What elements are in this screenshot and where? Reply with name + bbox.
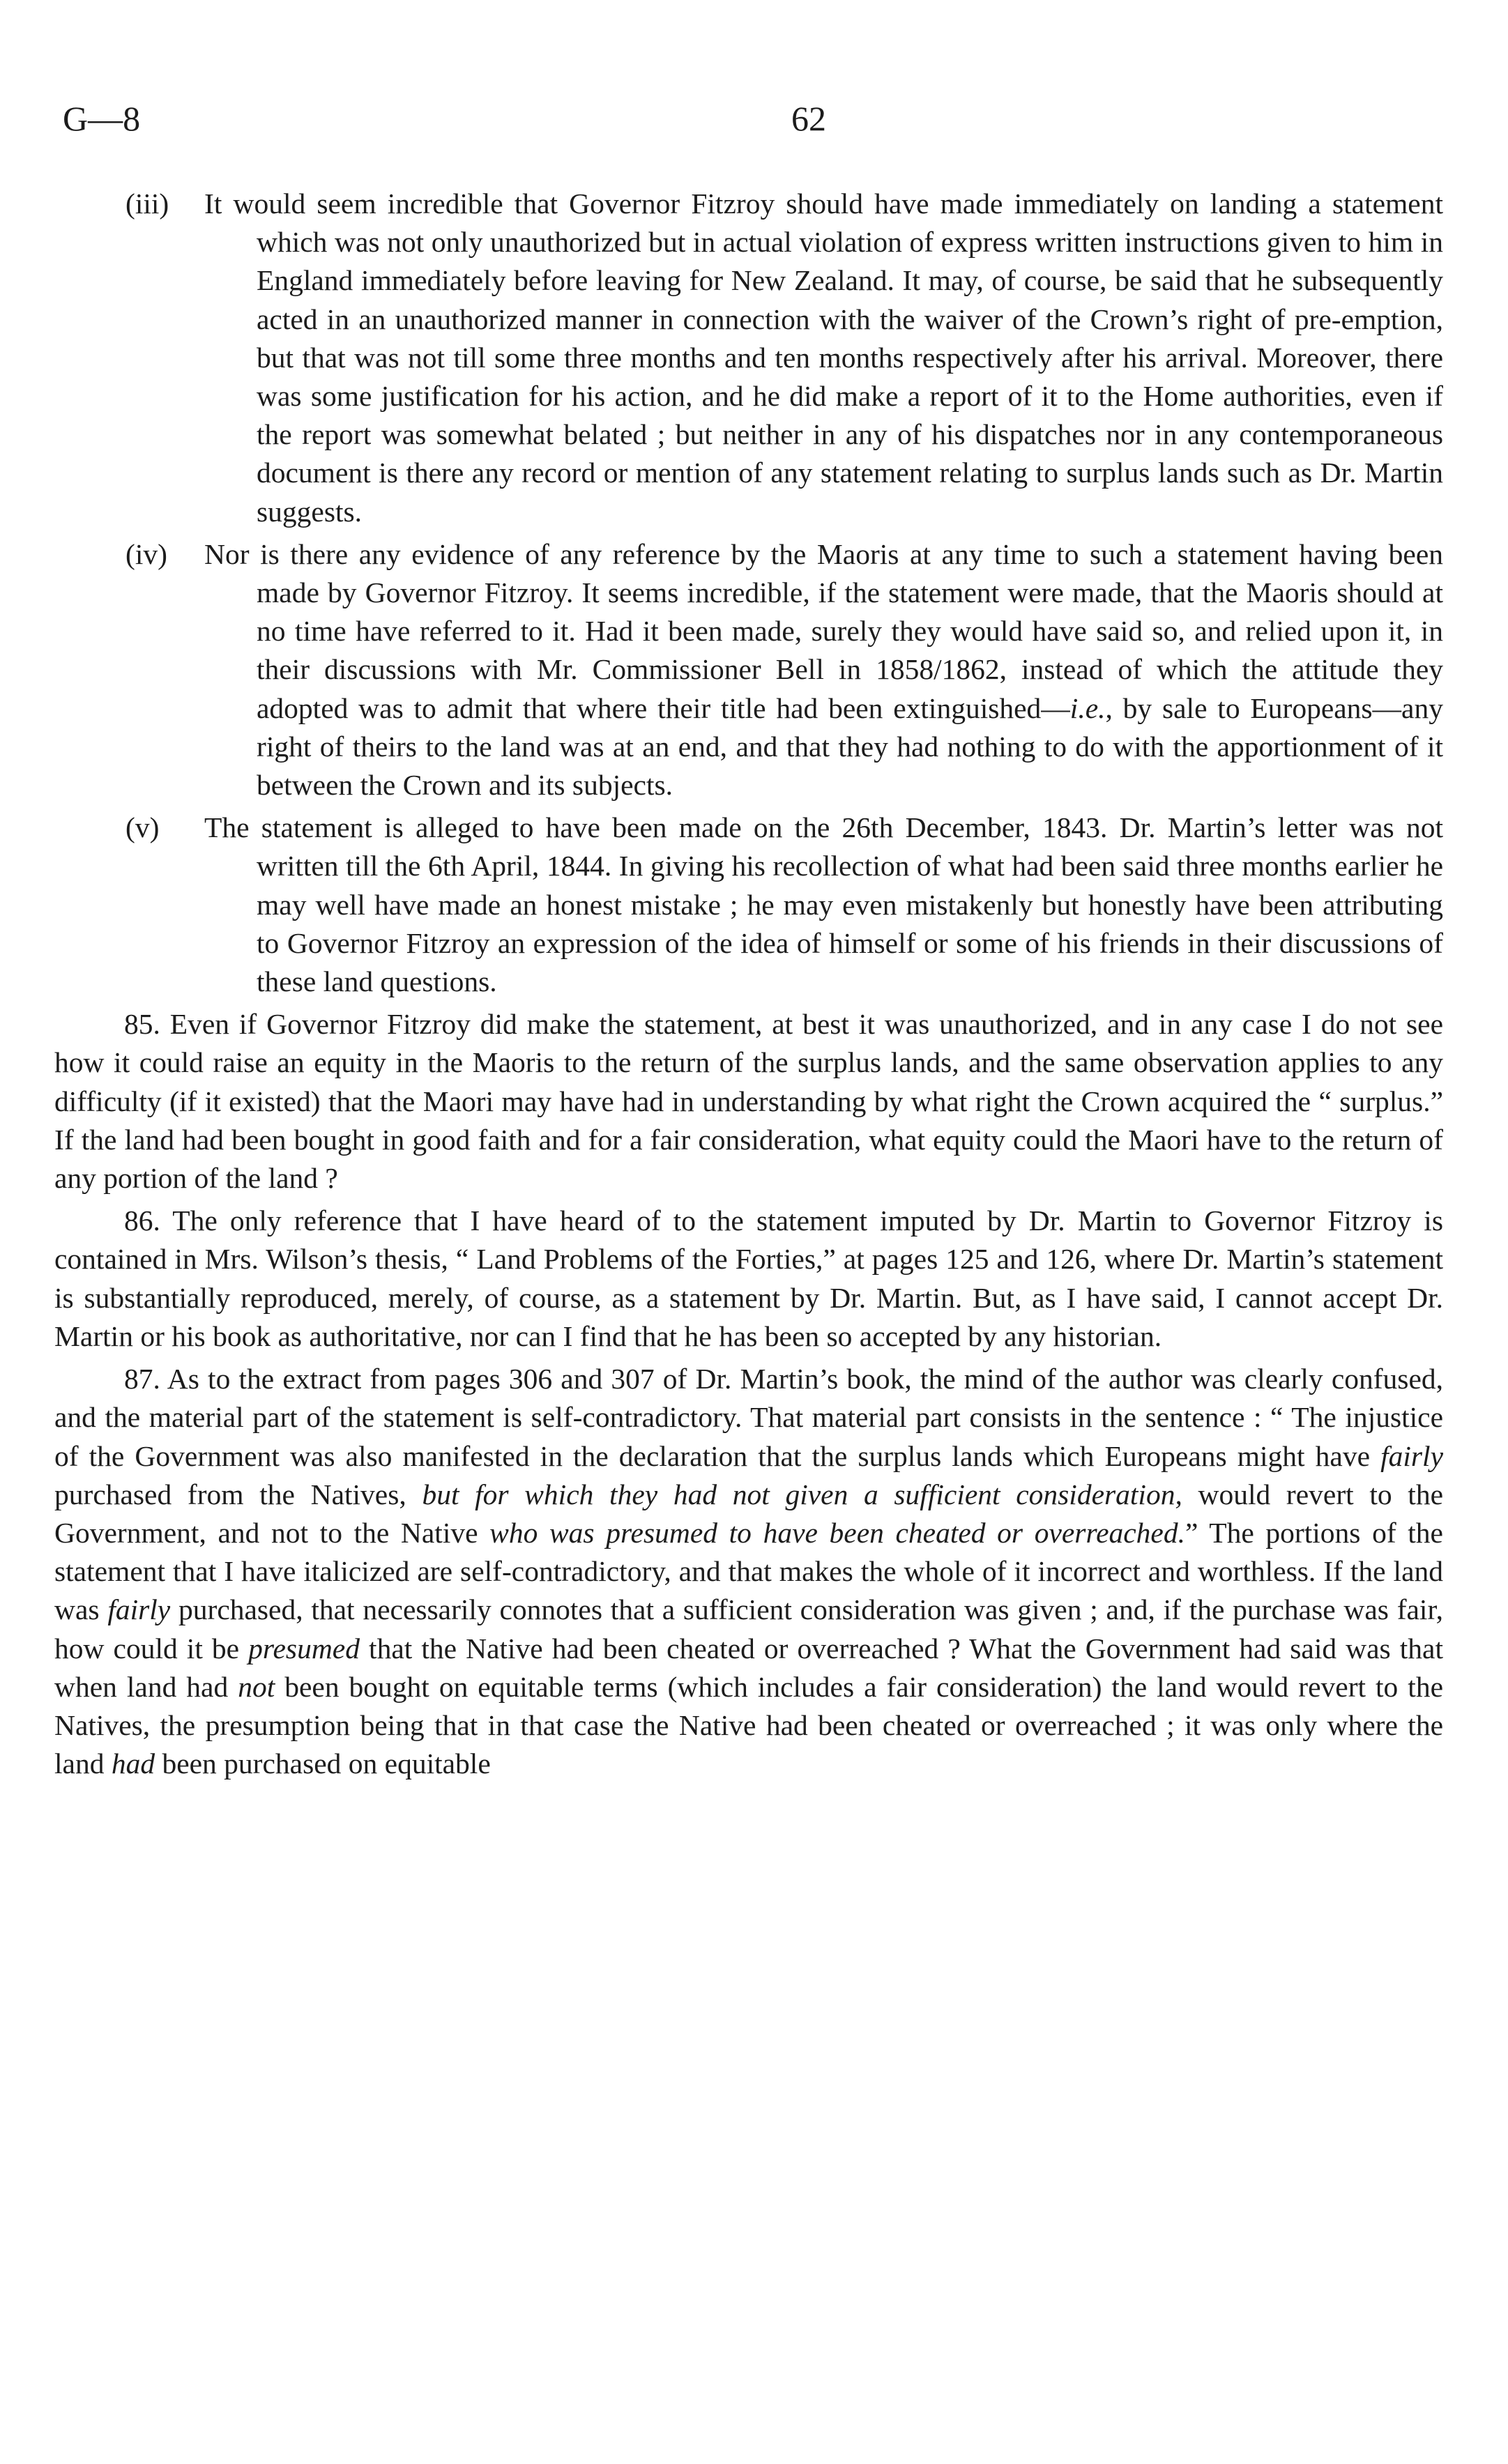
- item-italic-run: i.e.: [1069, 691, 1106, 724]
- text-run: ” The portions of the statement that I have italicized are self-contradictory, and that makes the whole of it incorrect and worthless. If the land was: [54, 1516, 1443, 1626]
- item-text-run: Nor is there any evidence of any reference by the Maoris at any time to such a statement having been made by Governor Fitzroy. It seems incredible, if the statement were made, that the Maoris should at no time have referred to it. Had it been made, surely they would have said so, and relied upon it, in their discussions with Mr. Commissioner Bell in 1858/1862, instead of which the attitude they adopted was to admit that where their title had been extinguished—: [204, 537, 1443, 724]
- document-code: G—8: [63, 99, 141, 138]
- text-run: 87. As to the extract from pages 306 and 307 of Dr. Martin’s book, the mind of the author was clearly confused, and the material part of the statement is self-contradictory. That material part consists in the sentence : “ The injustice of the Government was also manifested in the declaration that the surplus lands which Europeans might have: [54, 1363, 1443, 1472]
- page-body: [54, 185, 1443, 1787]
- list-item-iv: [54, 535, 1443, 804]
- italic-run: fairly: [107, 1593, 171, 1626]
- paragraph-87: [54, 1360, 1443, 1783]
- text-run: that the Native had been cheated or overreached ? What the Government had said was that when land had: [54, 1632, 1444, 1703]
- italic-run: presumed: [248, 1632, 360, 1665]
- item-text-run: The statement is alleged to have been made on the 26th December, 1843. Dr. Martin’s letter was not written till the 6th April, 1844. In giving his recollection of what had been said three months earlier he may well have made an honest mistake ; he may even mistakenly but honestly have been attributing to Governor Fitzroy an expression of the idea of himself or some of his friends in their discussions of these land questions.: [204, 811, 1443, 998]
- text-run: purchased, that necessarily connotes that a sufficient consideration was given ; and, if the purchase was fair, how could it be: [54, 1593, 1443, 1665]
- text-run: purchased from the Natives,: [54, 1478, 422, 1510]
- italic-run: who was presumed to have been cheated or overreached.: [489, 1516, 1185, 1549]
- item-text-run: It would seem incredible that Governor Fitzroy should have made immediately on landing a statement which was not only unauthorized but in actual violation of express written instructions given to him in England immediately before leaving for New Zealand. It may, of course, be said that he subsequently acted in an unauthorized manner in connection with the waiver of the Crown’s right of pre-emption, but that was not till some three months and ten months respectively after his arrival. Moreover, there was some justification for his action, and he did make a report of it to the Home authorities, even if the report was somewhat belated ; but neither in any of his dispatches nor in any contemporaneous document is there any record or mention of any statement relating to surplus lands such as Dr. Martin suggests.: [204, 188, 1443, 528]
- list-item-v: [54, 809, 1443, 1001]
- item-text-run: , by sale to Europeans—any right of theirs to the land was at an end, and that they had nothing to do with the apportionment of it between the Crown and its subjects.: [257, 691, 1443, 802]
- item-label: (iv): [125, 537, 167, 570]
- italic-run: fairly: [1380, 1439, 1443, 1472]
- italic-run: not: [238, 1670, 275, 1703]
- text-run: been bought on equitable terms (which includes a fair consideration) the land would revert to the Natives, the presumption being that in that case the Native had been cheated or overreached ; it was only where the land: [54, 1670, 1443, 1780]
- item-text: [204, 535, 1443, 804]
- page-number: 62: [791, 99, 826, 138]
- text-run: been purchased on equitable: [155, 1747, 491, 1780]
- list-item-iii: [54, 185, 1443, 531]
- item-text: [204, 185, 1443, 531]
- page-header: [63, 98, 1450, 139]
- italic-run: but for which they had not given a sufficient consideration,: [422, 1478, 1182, 1510]
- item-text: [204, 809, 1443, 1001]
- italic-run: had: [111, 1747, 155, 1780]
- item-label: (iii): [125, 188, 169, 220]
- paragraph-85: 85. Even if Governor Fitzroy did make the statement, at best it was unauthorized, and in any case I do not see how it could raise an equity in the Maoris to the return of the surplus lands, and the same observation applies to any difficulty (if it existed) that the Maori may have had in understanding by what right the Crown acquired the “ surplus.” If the land had been bought in good faith and for a fair consideration, what equity could the Maori have to the return of any portion of the land ?: [54, 1008, 1443, 1195]
- item-label: (v): [125, 811, 160, 844]
- paragraph-86: 86. The only reference that I have heard of to the statement imputed by Dr. Martin to Governor Fitzroy is contained in Mrs. Wilson’s thesis, “ Land Problems of the Forties,” at pages 125 and 126, where Dr. Martin’s statement is substantially reproduced, merely, of course, as a statement by Dr. Martin. But, as I have said, I cannot accept Dr. Martin or his book as authoritative, nor can I find that he has been so accepted by any historian.: [54, 1204, 1443, 1352]
- text-run: would revert to the Government, and not to the Native: [54, 1478, 1443, 1549]
